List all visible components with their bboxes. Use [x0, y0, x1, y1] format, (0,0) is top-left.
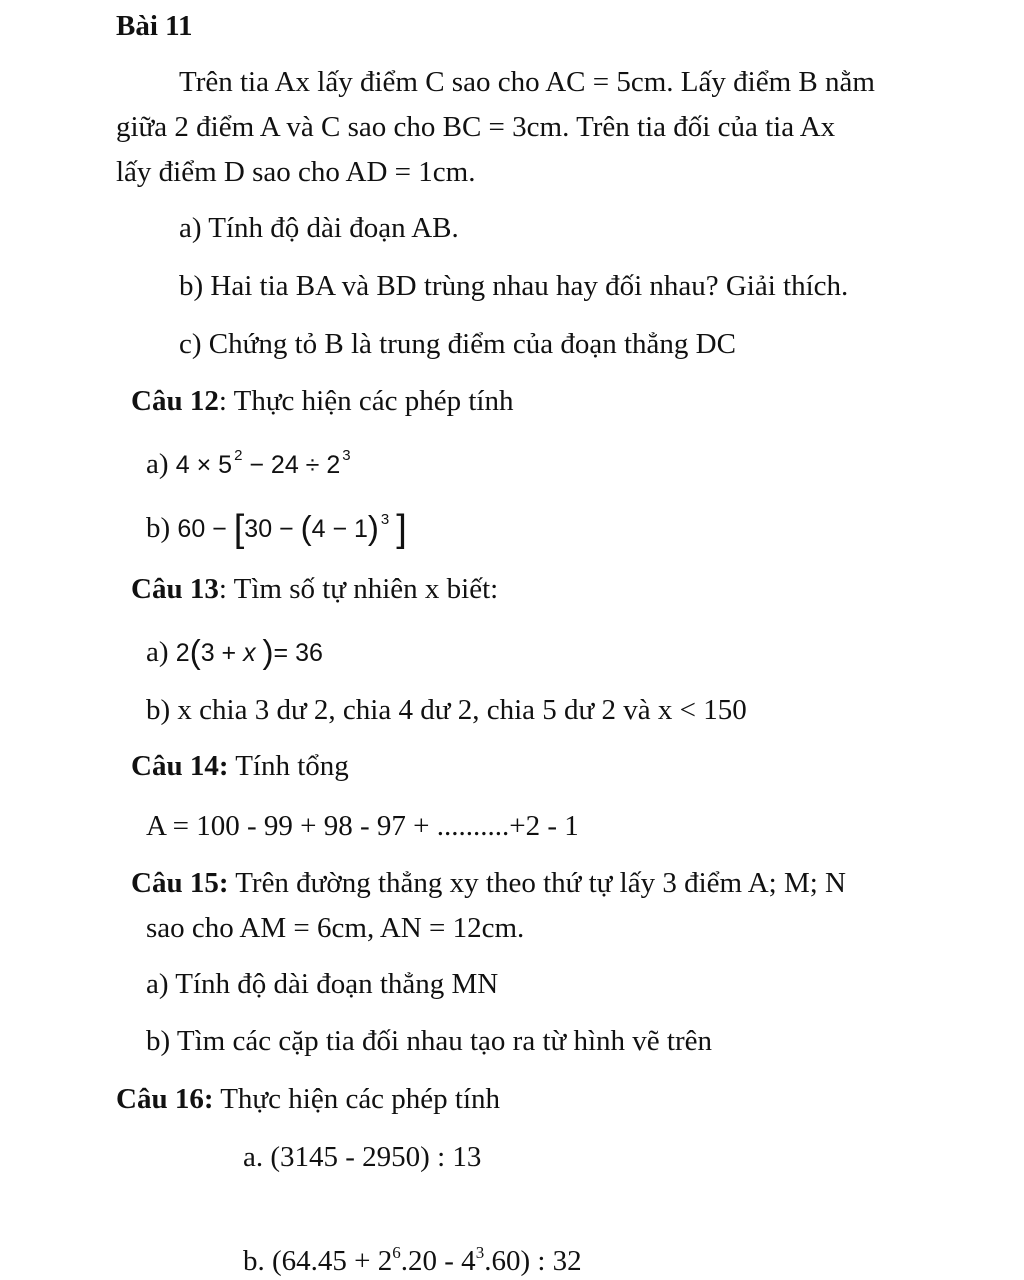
cau12-b-math: [177, 508, 407, 550]
cau16-b-part2: .20 - 4: [400, 1245, 476, 1277]
cau15-text: Trên đường thẳng xy theo thứ tự lấy 3 điểm A; M; N: [228, 867, 846, 899]
cau16-expression-a: a. (3145 - 2950) : 13: [243, 1141, 482, 1173]
cau12-text: : Thực hiện các phép tính: [218, 385, 514, 417]
cau15-question-b: b) Tìm các cặp tia đối nhau tạo ra từ hình vẽ trên: [146, 1025, 712, 1057]
cau13-a-part2: 3 +: [200, 639, 244, 667]
cau16-heading: [116, 1085, 500, 1114]
cau13-a-part3: = 36: [273, 639, 323, 667]
cau16-b-exponent-1: 6: [392, 1243, 401, 1262]
cau12-heading: [131, 387, 513, 416]
cau16-expression-b: [243, 1244, 582, 1276]
cau12-b-part2: 30 −: [244, 515, 301, 543]
cau12-a-part1: 4 × 5: [175, 451, 233, 479]
cau13-a-right-paren: ): [262, 633, 274, 670]
cau13-a-part1: 2: [175, 639, 190, 667]
cau15-line-2: sao cho AM = 6cm, AN = 12cm.: [146, 912, 525, 944]
cau12-b-right-bracket: ]: [396, 508, 407, 550]
cau12-a-math: [175, 447, 351, 479]
cau12-a-exponent-2: 3: [342, 447, 351, 464]
bai11-paragraph-line-2: giữa 2 điểm A và C sao cho BC = 3cm. Trên tia đối của tia Ax: [116, 111, 836, 143]
cau16-label: Câu 16:: [116, 1083, 214, 1115]
bai11-question-c: c) Chứng tỏ B là trung điểm của đoạn thẳng DC: [179, 328, 736, 360]
cau15-question-a: a) Tính độ dài đoạn thẳng MN: [146, 968, 499, 1000]
cau12-expression-a: [146, 448, 351, 479]
cau12-label: Câu 12: [131, 385, 219, 417]
cau14-heading: [131, 752, 349, 781]
cau13-a-left-paren: (: [189, 633, 201, 670]
cau14-label: Câu 14:: [131, 750, 229, 782]
cau13-question-b: b) x chia 3 dư 2, chia 4 dư 2, chia 5 dư 2 và x < 150: [146, 694, 747, 726]
cau16-b-part3: .60) : 32: [484, 1245, 582, 1277]
bai11-question-a: a) Tính độ dài đoạn AB.: [179, 212, 459, 244]
cau12-b-left-paren: (: [300, 509, 312, 546]
cau12-b-part3: 4 − 1: [311, 515, 368, 543]
bai11-title: Bài 11: [116, 10, 193, 42]
cau13-a-variable: x: [243, 639, 256, 667]
cau12-b-right-paren: ): [367, 509, 379, 546]
cau15-label: Câu 15:: [131, 867, 229, 899]
cau12-a-label: a): [146, 448, 169, 480]
cau12-a-exponent-1: 2: [234, 447, 243, 464]
cau12-expression-b: [146, 510, 407, 548]
cau13-heading: [131, 575, 498, 604]
cau16-text: Thực hiện các phép tính: [213, 1083, 501, 1115]
cau12-b-part1: 60 −: [177, 515, 234, 543]
cau13-label: Câu 13: [131, 573, 219, 605]
cau15-heading: [131, 869, 846, 898]
cau12-b-left-bracket: [: [233, 508, 245, 550]
cau14-expression: A = 100 - 99 + 98 - 97 + ..........+2 - 1: [146, 810, 579, 842]
bai11-paragraph-line-1: Trên tia Ax lấy điểm C sao cho AC = 5cm. Lấy điểm B nằm: [179, 66, 875, 98]
cau13-expression-a: [146, 635, 323, 668]
cau16-b-exponent-2: 3: [475, 1243, 485, 1262]
cau12-b-label: b): [146, 512, 171, 544]
cau13-a-label: a): [146, 636, 169, 668]
cau14-text: Tính tổng: [228, 750, 349, 782]
cau12-b-exponent: 3: [380, 511, 390, 528]
bai11-paragraph-line-3: lấy điểm D sao cho AD = 1cm.: [116, 156, 476, 188]
cau16-b-part1: b. (64.45 + 2: [243, 1245, 393, 1277]
cau13-a-math: [175, 633, 323, 670]
cau13-text: : Tìm số tự nhiên x biết:: [218, 573, 499, 605]
bai11-question-b: b) Hai tia BA và BD trùng nhau hay đối nhau? Giải thích.: [179, 270, 849, 302]
cau12-a-part2: − 24 ÷ 2: [242, 451, 341, 479]
